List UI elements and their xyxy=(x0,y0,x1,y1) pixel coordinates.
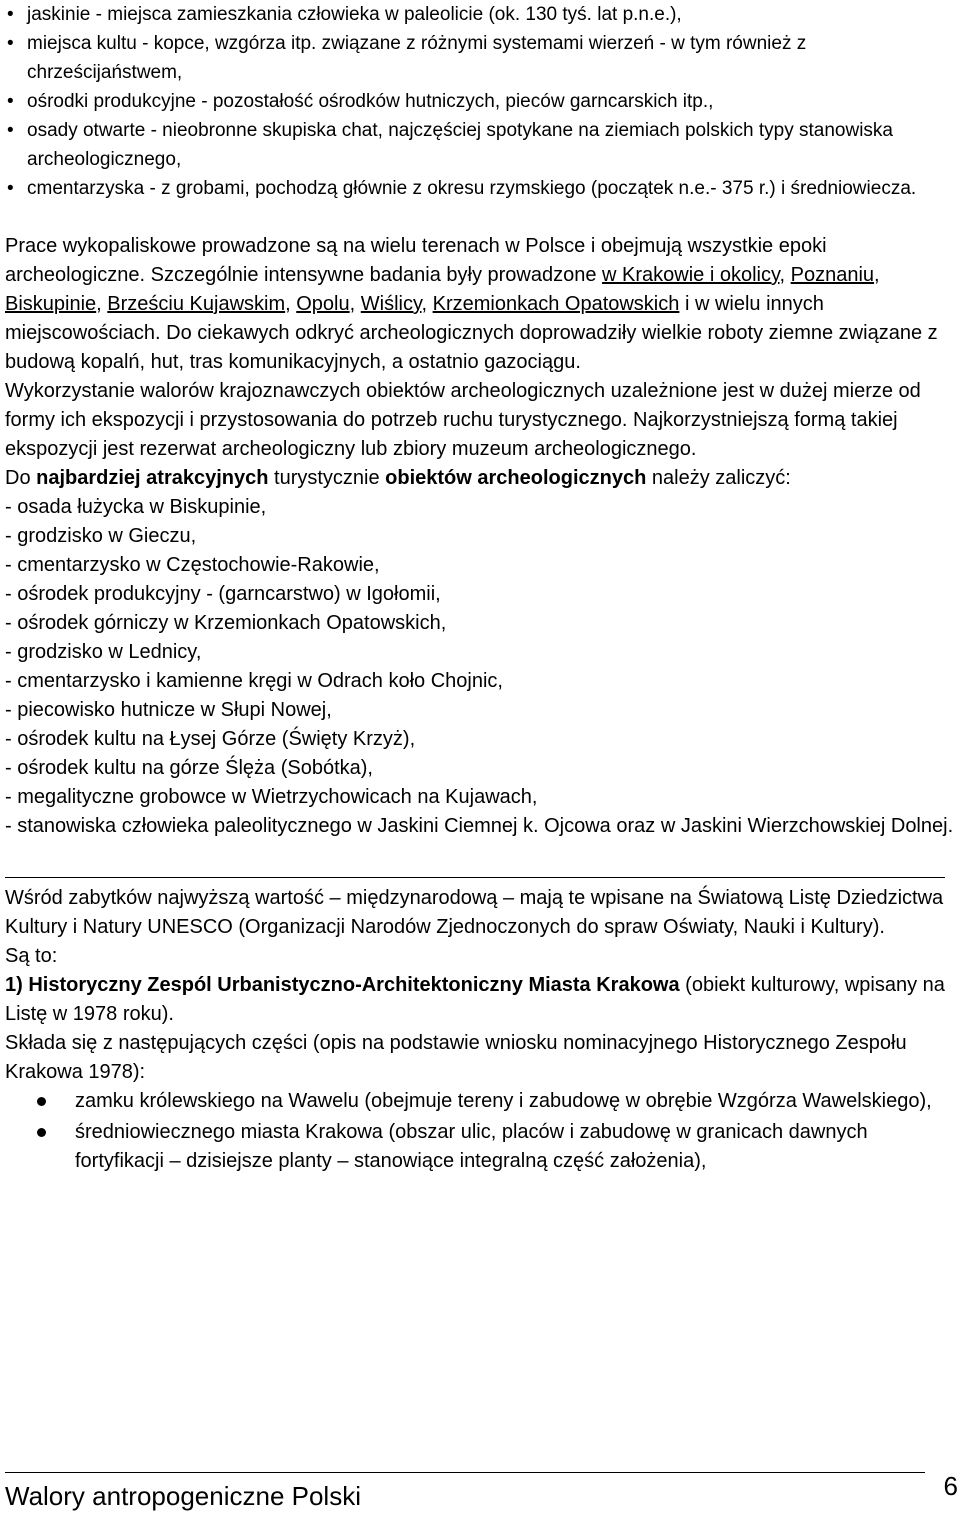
list-item: • jaskinie - miejsca zamieszkania człowieka w paleolicie (ok. 130 tyś. lat p.n.e.), xyxy=(5,0,957,29)
link-krakow[interactable]: w Krakowie i okolicy xyxy=(602,264,780,286)
list-item: zamku królewskiego na Wawelu (obejmuje tereny i zabudowę w obrębie Wzgórza Wawelskiego), xyxy=(5,1087,957,1116)
unesco-paragraph: Wśród zabytków najwyższą wartość – międzynarodową – mają te wpisane na Światową Listę Dziedzictwa Kultury i Natury UNESCO (Organizacji Narodów Zjednoczonych do spraw Oświaty, Nauki i Kultury). xyxy=(5,887,944,938)
bold-phrase: najbardziej atrakcyjnych xyxy=(36,467,269,489)
list-item: • osady otwarte - nieobronne skupiska chat, najczęściej spotykane na ziemiach polskich typy stanowiska archeologicznego, xyxy=(5,116,957,174)
footer-divider xyxy=(5,1472,925,1473)
list-item: - ośrodek górniczy w Krzemionkach Opatowskich, xyxy=(5,612,447,634)
document-page xyxy=(5,0,957,1178)
link-opole[interactable]: Opolu xyxy=(296,293,350,315)
attractive-objects-list xyxy=(5,493,957,841)
list-item: średniowiecznego miasta Krakowa (obszar ulic, placów i zabudowę w granicach dawnych fortyfikacji – dzisiejsze planty – stanowiące integralną część założenia), xyxy=(5,1118,957,1176)
list-item: - piecowisko hutnicze w Słupi Nowej, xyxy=(5,699,332,721)
list-item: - grodzisko w Lednicy, xyxy=(5,641,202,663)
bold-phrase: obiektów archeologicznych xyxy=(385,467,647,489)
link-poznan[interactable]: Poznaniu xyxy=(790,264,875,286)
bold-phrase: 1) Historyczny Zespól Urbanistyczno-Architektoniczny Miasta Krakowa xyxy=(5,974,680,996)
link-wislica[interactable]: Wiślicy xyxy=(360,293,422,315)
krakow-parts-list xyxy=(5,1087,957,1176)
list-item: - cmentarzysko w Częstochowie-Rakowie, xyxy=(5,554,380,576)
link-krzemionki[interactable]: Krzemionkach Opatowskich xyxy=(432,293,680,315)
composition-paragraph: Składa się z następujących części (opis na podstawie wniosku nominacyjnego Historycznego Zespołu Krakowa 1978): xyxy=(5,1032,907,1083)
section-divider xyxy=(5,877,945,878)
bullet-icon xyxy=(37,1128,46,1137)
list-item: • ośrodki produkcyjne - pozostałość ośrodków hutniczych, pieców garncarskich itp., xyxy=(5,87,957,116)
paragraph-text: i w wielu innych miejscowościach. Do ciekawych odkryć archeologicznych doprowadziły wielkie roboty ziemne związane z budową kopalń, hut, tras komunikacyjnych, a ostatnio gazociągu. xyxy=(5,293,938,373)
paragraph-text: Prace wykopaliskowe prowadzone są na wielu terenach w Polsce i obejmują wszystkie epoki archeologiczne. Szczególnie intensywne badania były prowadzone xyxy=(5,235,827,286)
attractive-objects-intro: Do najbardziej atrakcyjnych turystycznie obiektów archeologicznych należy zaliczyć: xyxy=(5,467,791,489)
list-item: - ośrodek kultu na górze Ślęża (Sobótka), xyxy=(5,757,373,779)
bullet-icon xyxy=(37,1097,46,1106)
list-item: - ośrodek produkcyjny - (garncarstwo) w Igołomii, xyxy=(5,583,441,605)
site-types-list xyxy=(5,0,957,203)
list-item: • cmentarzyska - z grobami, pochodzą głównie z okresu rzymskiego (początek n.e.- 375 r.) i średniowiecza. xyxy=(5,174,957,203)
link-brzesc-kujawski[interactable]: Brześciu Kujawskim xyxy=(107,293,286,315)
krakow-heading-paragraph: 1) Historyczny Zespól Urbanistyczno-Architektoniczny Miasta Krakowa (obiekt kulturowy, wpisany na Listę w 1978 roku). xyxy=(5,974,945,1025)
list-item: - grodzisko w Gieczu, xyxy=(5,525,197,547)
exposition-paragraph: Wykorzystanie walorów krajoznawczych obiektów archeologicznych uzależnione jest w dużej mierze od formy ich ekspozycji i przystosowania do potrzeb ruchu turystycznego. Najkorzystniejszą formą takiej ekspozycji jest rezerwat archeologiczny lub zbiory muzeum archeologicznego. xyxy=(5,380,921,460)
excavations-paragraph: Prace wykopaliskowe prowadzone są na wielu terenach w Polsce i obejmują wszystkie epoki archeologiczne. Szczególnie intensywne badania były prowadzone w Krakowie i okolicy, Poznaniu, Biskupinie, Brześciu Kujawskim, Opolu, Wiślicy, Krzemionkach Opatowskich i w wielu innych miejscowościach. Do ciekawych odkryć archeologicznych doprowadziły wielkie roboty ziemne związane z budową kopalń, hut, tras komunikacyjnych, a ostatnio gazociągu. xyxy=(5,235,938,373)
list-item: - osada łużycka w Biskupinie, xyxy=(5,496,267,518)
link-biskupin[interactable]: Biskupinie xyxy=(5,293,97,315)
list-item: - megalityczne grobowce w Wietrzychowicach na Kujawach, xyxy=(5,786,538,808)
page-number: 6 xyxy=(943,1471,958,1501)
these-are-label: Są to: xyxy=(5,945,58,967)
list-item: • miejsca kultu - kopce, wzgórza itp. związane z różnymi systemami wierzeń - w tym również z chrześcijaństwem, xyxy=(5,29,957,87)
list-item: - stanowiska człowieka paleolitycznego w Jaskini Ciemnej k. Ojcowa oraz w Jaskini Wierzchowskiej Dolnej. xyxy=(5,815,954,837)
footer-title: Walory antropogeniczne Polski xyxy=(5,1481,361,1511)
list-item: - cmentarzysko i kamienne kręgi w Odrach koło Chojnic, xyxy=(5,670,503,692)
list-item: - ośrodek kultu na Łysej Górze (Święty Krzyż), xyxy=(5,728,416,750)
